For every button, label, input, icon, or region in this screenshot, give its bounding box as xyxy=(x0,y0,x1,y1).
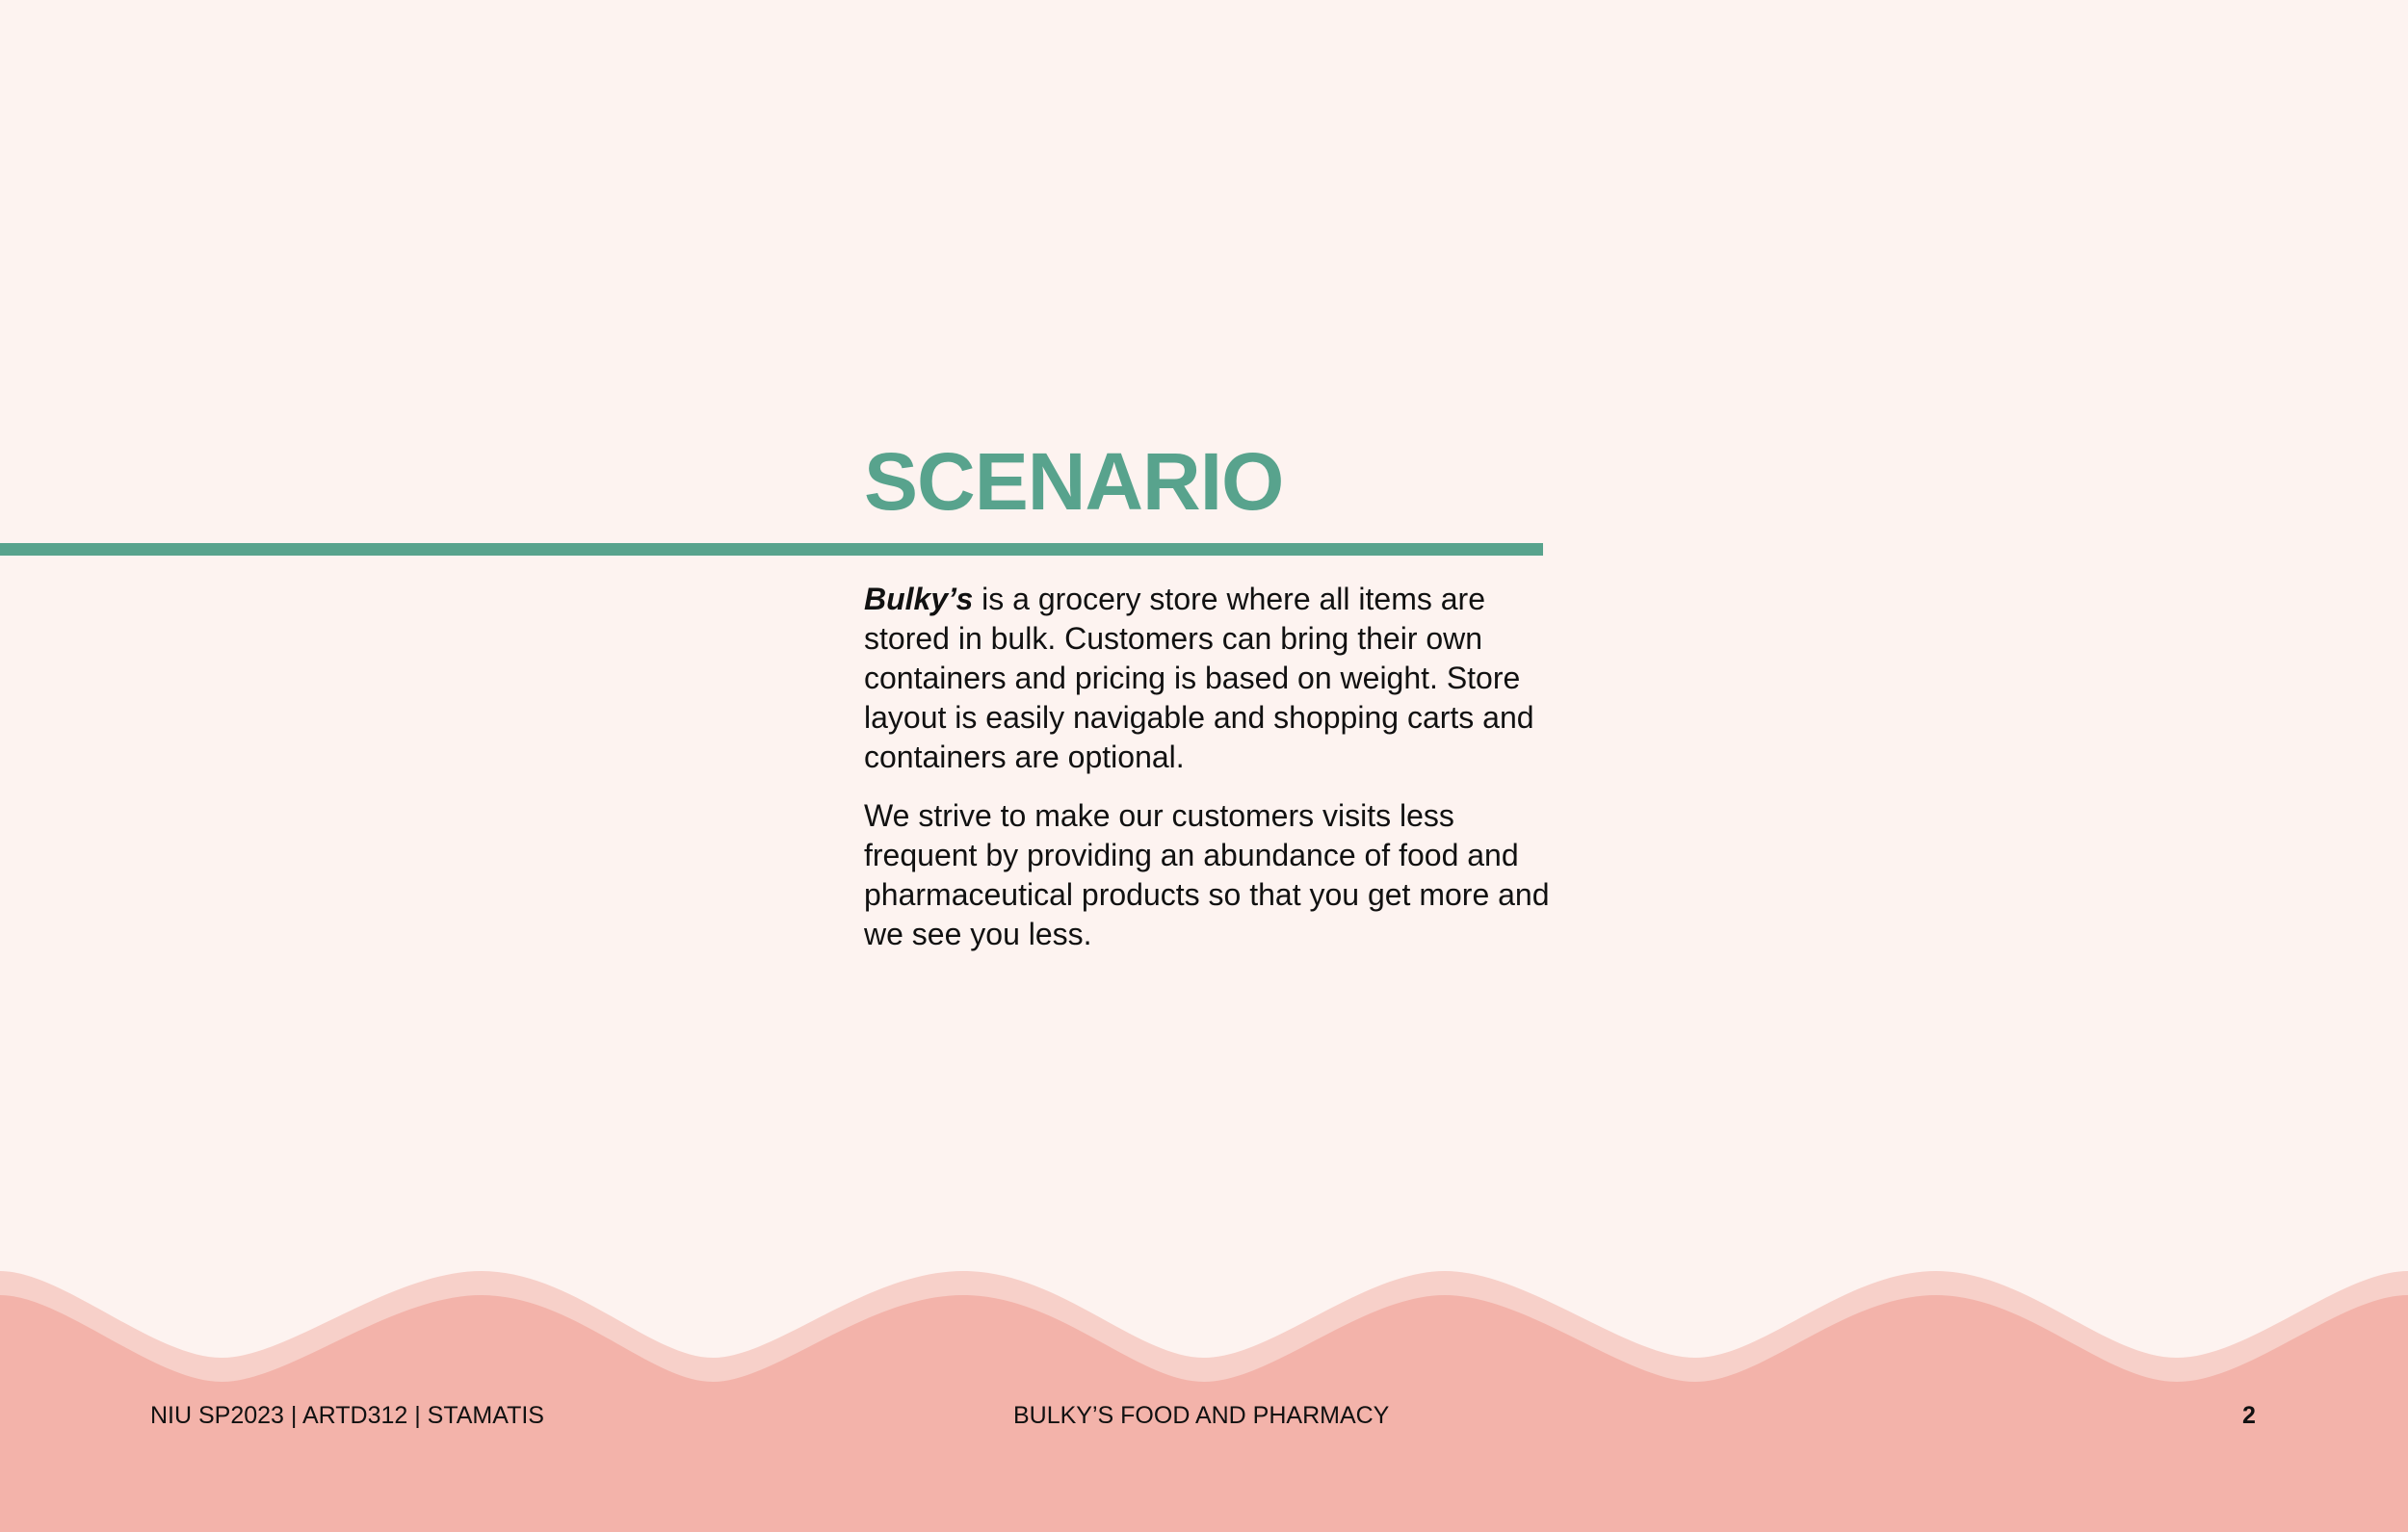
footer-course-info: NIU SP2023 | ARTD312 | STAMATIS xyxy=(150,1402,544,1429)
scenario-body xyxy=(864,580,1557,974)
page-title: SCENARIO xyxy=(864,436,1284,527)
footer-document-title: BULKY’S FOOD AND PHARMACY xyxy=(1013,1402,1390,1429)
brand-name: Bulky’s xyxy=(864,582,974,616)
footer-wave-decoration xyxy=(0,1252,2408,1532)
title-underline-rule xyxy=(0,543,1543,556)
footer-page-number: 2 xyxy=(2242,1402,2256,1429)
scenario-paragraph-2: We strive to make our customers visits less frequent by providing an abundance of food and pharmaceutical products so that you get more and we see you less. xyxy=(864,798,1550,951)
scenario-paragraph-1-text: is a grocery store where all items are stored in bulk. Customers can bring their own containers and pricing is based on weight. Store layout is easily navigable and shopping carts and containers are optional. xyxy=(864,582,1534,774)
scenario-paragraph-1 xyxy=(864,580,1557,777)
